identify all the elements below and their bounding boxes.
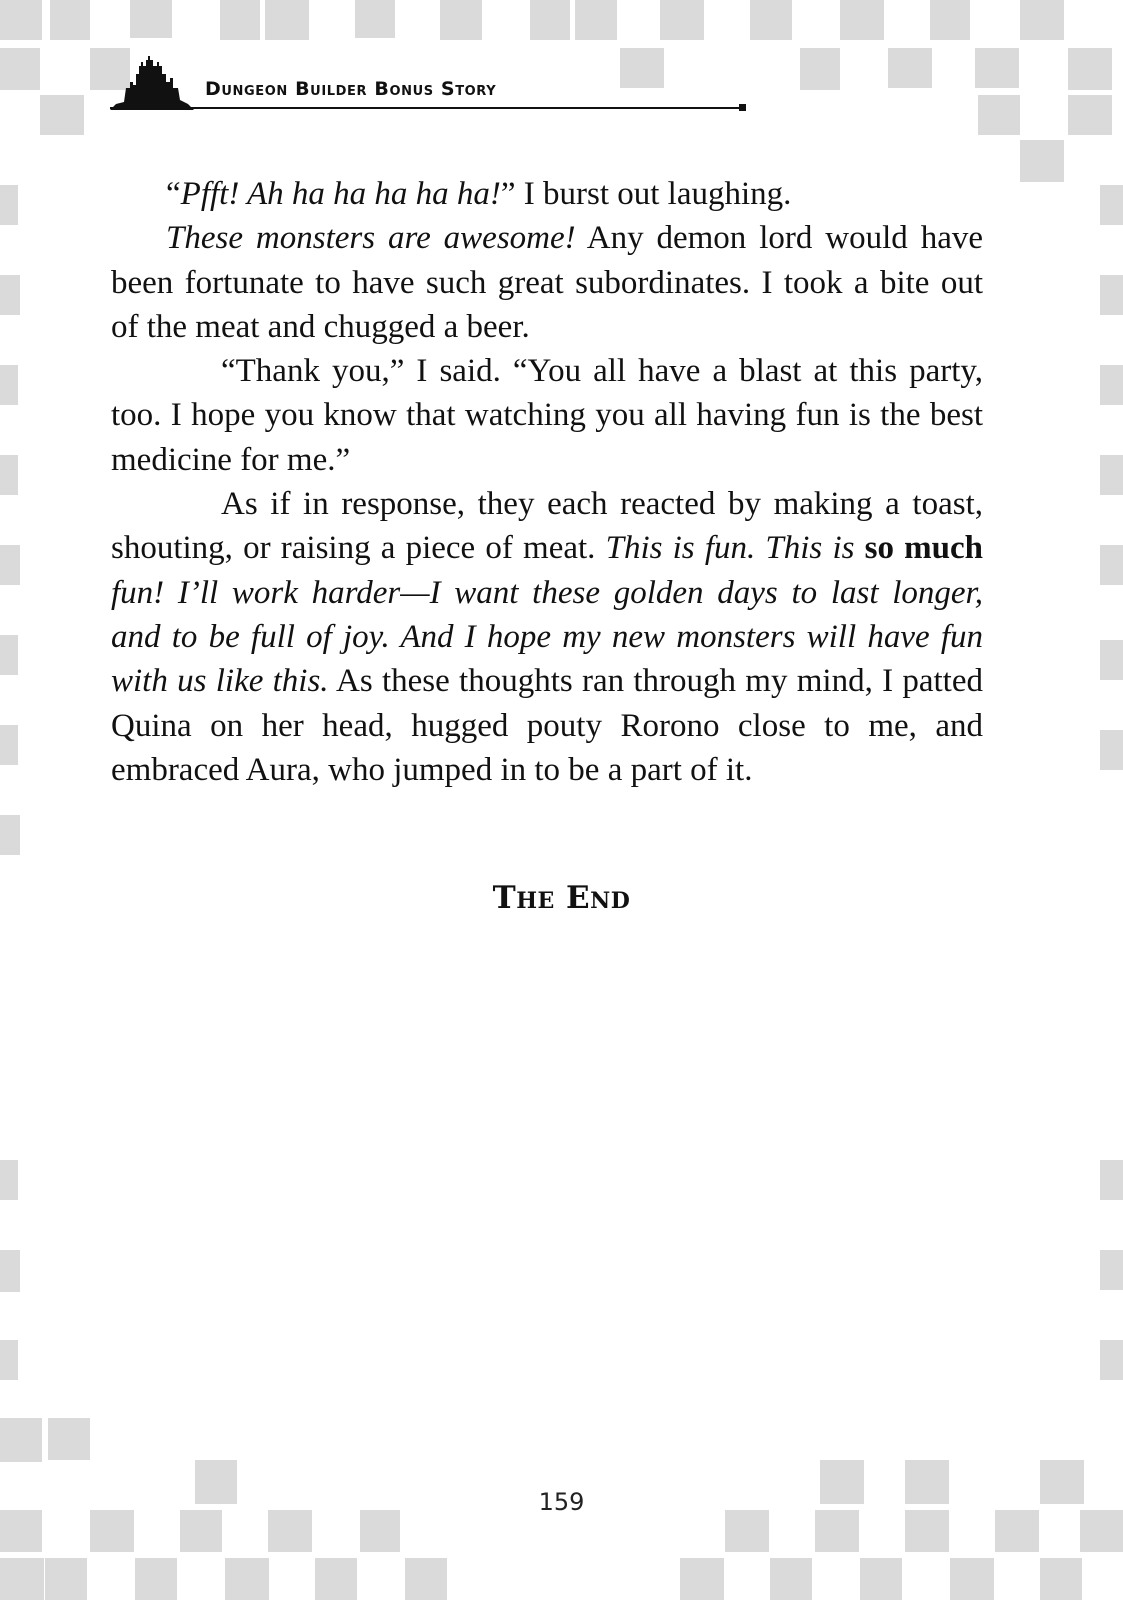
paragraph (111, 349, 983, 482)
bold-emphasis: so much (864, 530, 983, 567)
header-rule-end (739, 104, 746, 111)
story-text (111, 172, 983, 792)
italic-text: These monsters are awesome! (166, 220, 576, 257)
paragraph (111, 216, 983, 349)
paragraph (111, 482, 983, 792)
castle-icon (110, 54, 194, 110)
text-run: “ (166, 176, 181, 212)
italic-text: Pfft! Ah ha ha ha ha ha! (180, 176, 501, 212)
header-rule (110, 107, 740, 109)
text-run: As if in response, they each reacted by making a toast, shouting, or raising a piece of meat. (111, 486, 983, 567)
running-title: Dungeon Builder Bonus Story (205, 78, 497, 100)
page-number: 159 (538, 1488, 585, 1516)
text-run: As these thoughts ran through my mind, I patted Quina on her head, hugged pouty Rorono close to me, and embraced Aura, who jumped in to be a part of it. (111, 663, 983, 788)
text-run: “Thank you,” I said. “You all have a blast at this party, too. I hope you know that watching you all having fun is the best medicine for me.” (111, 353, 983, 478)
text-run: Any demon lord would have been fortunate to have such great subordinates. I took a bite out of the meat and chugged a beer. (111, 220, 983, 345)
the-end-heading: The End (492, 880, 631, 916)
italic-text: This is fun. This is (605, 530, 865, 567)
running-header (110, 54, 750, 114)
text-run: ” I burst out laughing. (500, 176, 792, 212)
italic-text: fun! I’ll work harder—I want these golden days to last longer, and to be full of joy. And I hope my new monsters will have fun with us like this. (111, 574, 983, 700)
paragraph (111, 172, 983, 216)
